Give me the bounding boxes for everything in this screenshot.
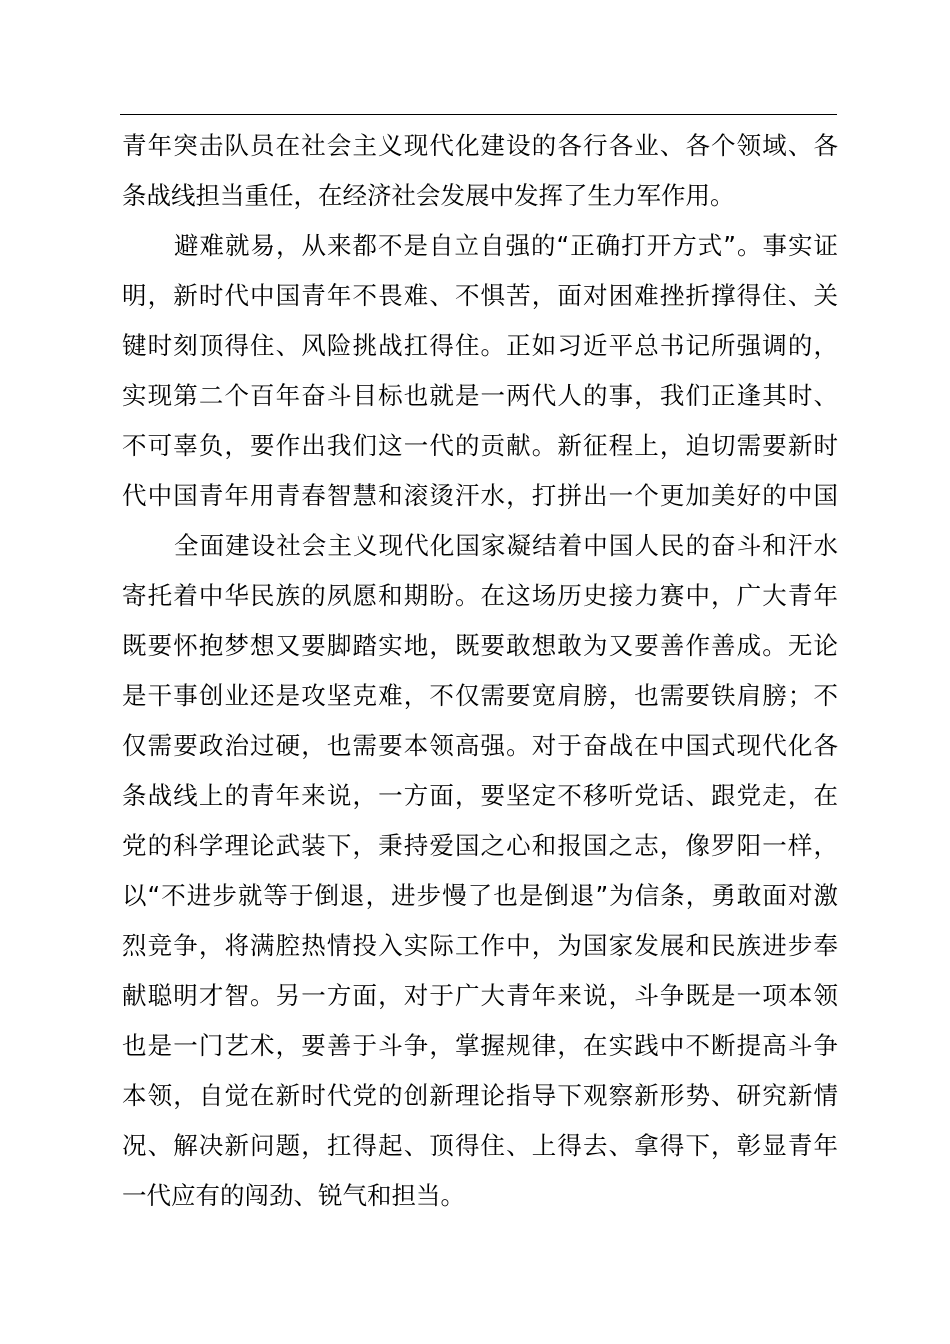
- text-line: 仅需要政治过硬，也需要本领高强。对于奋战在中国式现代化各: [122, 731, 838, 760]
- text-line: 不可辜负，要作出我们这一代的贡献。新征程上，迫切需要新时: [122, 431, 838, 460]
- text-line: 以“不进步就等于倒退，进步慢了也是倒退”为信条，勇敢面对激: [122, 881, 838, 910]
- text-line: 一代应有的闯劲、锐气和担当。: [122, 1181, 465, 1210]
- text-line: 代中国青年用青春智慧和滚烫汗水，打拼出一个更加美好的中国: [122, 481, 838, 510]
- text-line: 条战线担当重任，在经济社会发展中发挥了生力军作用。: [122, 181, 735, 210]
- header-rule: [120, 114, 837, 115]
- text-line: 献聪明才智。另一方面，对于广大青年来说，斗争既是一项本领: [122, 981, 838, 1010]
- text-line: 党的科学理论武装下，秉持爱国之心和报国之志，像罗阳一样，: [122, 831, 838, 860]
- paragraph-first-line: 全面建设社会主义现代化国家凝结着中国人民的奋斗和汗水: [174, 531, 838, 560]
- text-line: 本领，自觉在新时代党的创新理论指导下观察新形势、研究新情: [122, 1081, 838, 1110]
- text-line: 烈竞争，将满腔热情投入实际工作中，为国家发展和民族进步奉: [122, 931, 838, 960]
- text-line: 况、解决新问题，扛得起、顶得住、上得去、拿得下，彰显青年: [122, 1131, 838, 1160]
- text-line: 既要怀抱梦想又要脚踏实地，既要敢想敢为又要善作善成。无论: [122, 631, 838, 660]
- text-line: 键时刻顶得住、风险挑战扛得住。正如习近平总书记所强调的，: [122, 331, 838, 360]
- text-line: 条战线上的青年来说，一方面，要坚定不移听党话、跟党走，在: [122, 781, 838, 810]
- text-line: 寄托着中华民族的夙愿和期盼。在这场历史接力赛中，广大青年: [122, 581, 838, 610]
- text-line: 明，新时代中国青年不畏难、不惧苦，面对困难挫折撑得住、关: [122, 281, 838, 310]
- text-line: 是干事创业还是攻坚克难，不仅需要宽肩膀，也需要铁肩膀；不: [122, 681, 838, 710]
- text-line: 青年突击队员在社会主义现代化建设的各行各业、各个领域、各: [122, 131, 838, 160]
- paragraph-first-line: 避难就易，从来都不是自立自强的“正确打开方式”。事实证: [174, 231, 838, 260]
- text-line: 实现第二个百年奋斗目标也就是一两代人的事，我们正逢其时、: [122, 381, 838, 410]
- text-line: 也是一门艺术，要善于斗争，掌握规律，在实践中不断提高斗争: [122, 1031, 838, 1060]
